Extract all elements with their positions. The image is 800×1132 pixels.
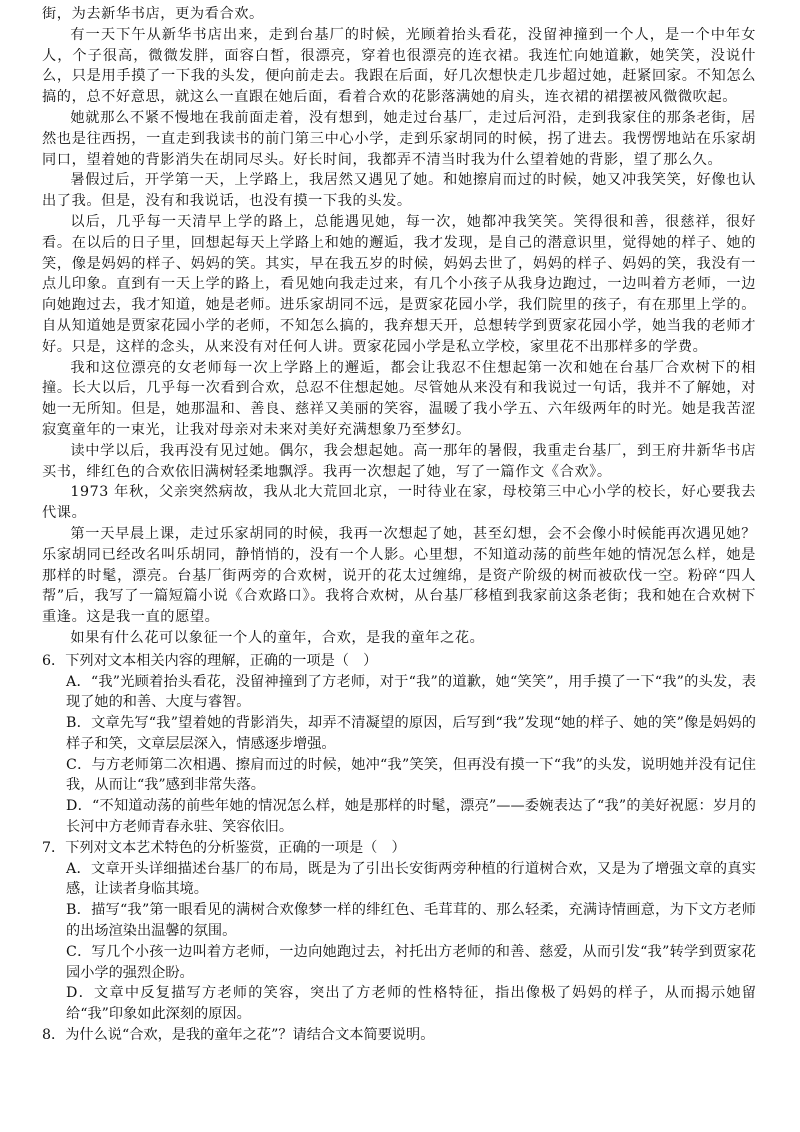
passage-paragraph: 以后，几乎每一天清早上学的路上，总能遇见她，每一次，她都冲我笑笑。笑得很和善，很慈祥，很好看。在以后的日子里，回想起每天上学路上和她的邂逅，我才发现，是自己的潜意识里，觉得她的样子、她的笑，像是妈妈的样子、妈妈的笑。其实，早在我五岁的时候，妈妈去世了，妈妈的样子、妈妈的笑，我没有一点儿印象。直到有一天上学的路上，看见她向我走过来，有几个小孩子从我身边跑过，一边叫着方老师，一边向她跑过去，我才知道，她是老师。进乐家胡同不远，是贾家花园小学，我们院里的孩子，有在那里上学的。自从知道她是贾家花园小学的老师，不知怎么搞的，我弃想天开，总想转学到贾家花园小学，她当我的老师才好。只是，这样的念头，从来没有对任何人讲。贾家花园小学是私立学校，家里花不出那样多的学费。	[42, 213, 756, 355]
reading-passage	[42, 4, 756, 649]
passage-paragraph: 暑假过后，开学第一天，上学路上，我居然又遇见了她。和她擦肩而过的时候，她又冲我笑笑，好像也认出了我。但是，没有和我说话，也没有摸一下我的头发。	[42, 172, 756, 210]
option-b: B．文章先写“我”望着她的背影消失，却弄不清凝望的原因，后写到“我”发现“她的样子、她的笑”像是妈妈的样子和笑，文章层层深入，情感逐步增强。	[66, 715, 756, 752]
question-stem: 6．下列对文本相关内容的理解，正确的一项是（ ）	[42, 652, 378, 669]
option-a: A．“我”光顾着抬头看花，没留神撞到了方老师，对于“我”的道歉，她“笑笑”，用手摸了一下“我”的头发，表现了她的和善、大度与睿智。	[66, 673, 756, 711]
passage-paragraph: 我和这位漂亮的女老师每一次上学路上的邂逅，都会让我忍不住想起第一次和她在台基厂合欢树下的相撞。长大以后，几乎每一次看到合欢，总忍不住想起她。尽管她从来没有和我说过一句话，我并不了解她，对她一无所知。但是，她那温和、善良、慈祥又美丽的笑容，温暖了我小学五、六年级两年的时光。她是我苦涩寂寞童年的一束光，让我对母亲对未来对美好充满想象乃至梦幻。	[42, 359, 756, 438]
option-c: C．写几个小孩一边叫着方老师，一边向她跑过去，衬托出方老师的和善、慈爱，从而引发“我”转学到贾家花园小学的强烈企盼。	[66, 943, 756, 981]
option-c: C．与方老师第二次相遇、擦肩而过的时候，她冲“我”笑笑，但再没有摸一下“我”的头发，说明她并没有记住我，从而让“我”感到非常失落。	[66, 756, 756, 794]
option-d: D．文章中反复描写方老师的笑容，突出了方老师的性格特征，指出像极了妈妈的样子，从而揭示她留给“我”印象如此深刻的原因。	[66, 985, 756, 1023]
option-b: B．描写“我”第一眼看见的满树合欢像梦一样的绯红色、毛茸茸的、那么轻柔，充满诗情画意，为下文方老师的出场渲染出温馨的氛围。	[66, 902, 756, 940]
passage-paragraph: 读中学以后，我再没有见过她。偶尔，我会想起她。高一那年的暑假，我重走台基厂，到王府井新华书店买书，绯红色的合欢依旧满树轻柔地飘浮。我再一次想起了她，写了一篇作文《合欢》。	[42, 442, 756, 480]
question-6	[42, 651, 756, 838]
passage-paragraph: 1973 年秋，父亲突然病故，我从北大荒回北京，一时待业在家，母校第三中心小学的校长，好心要我去代课。	[42, 484, 756, 522]
passage-paragraph: 街，为去新华书店，更为看合欢。	[42, 6, 264, 22]
question-stem: 7．下列对文本艺术特色的分析鉴赏，正确的一项是（ ）	[42, 839, 406, 856]
question-section	[42, 651, 756, 1046]
question-8	[42, 1025, 756, 1046]
option-a: A．文章开头详细描述台基厂的布局，既是为了引出长安街两旁种植的行道树合欢，又是为了增强文章的真实感，让读者身临其境。	[66, 860, 756, 898]
passage-paragraph: 如果有什么花可以象征一个人的童年，合欢，是我的童年之花。	[70, 629, 485, 646]
passage-paragraph: 她就那么不紧不慢地在我前面走着，没有想到，她走过台基厂，走过后河沿，走到我家住的那条老街，居然也是往西拐，一直走到我读书的前门第三中心小学，走到乐家胡同的时候，拐了进去。我愣愣地站在乐家胡同口，望着她的背影消失在胡同尽头。好长时间，我都弄不清当时我为什么望着她的背影，望了那么久。	[42, 109, 756, 168]
question-7	[42, 838, 756, 1025]
passage-paragraph: 有一天下午从新华书店出来，走到台基厂的时候，光顾着抬头看花，没留神撞到一个人，是一个中年女人，个子很高，微微发胖，面容白皙，很漂亮，穿着也很漂亮的连衣裙。我连忙向她道歉，她笑笑，没说什么，只是用手摸了一下我的头发，便向前走去。我跟在后面，好几次想快走几步超过她，赶紧回家。不知怎么搞的，总不好意思，就这么一直跟在她后面，看着合欢的花影落满她的肩头，连衣裙的裙摆被风微微吹起。	[42, 26, 756, 106]
passage-paragraph: 第一天早晨上课，走过乐家胡同的时候，我再一次想起了她，甚至幻想，会不会像小时候能再次遇见她？乐家胡同已经改名叫乐胡同，静悄悄的，没有一个人影。心里想，不知道动荡的前些年她的情况怎么样，她是那样的时髦，漂亮。台基厂街两旁的合欢树，说开的花太过缠绵，是资产阶级的树而被砍伐一空。粉碎“四人帮”后，我写了一篇短篇小说《合欢路口》。我将合欢树，从台基厂移植到我家前这条老街；我和她在合欢树下重逢。这是我一直的愿望。	[42, 525, 756, 626]
question-stem: 8．为什么说“合欢，是我的童年之花”？请结合文本简要说明。	[42, 1027, 435, 1044]
option-d: D．“不知道动荡的前些年她的情况怎么样，她是那样的时髦，漂亮”——委婉表达了“我”的美好祝愿：岁月的长河中方老师青春永驻、笑容依旧。	[66, 798, 756, 836]
